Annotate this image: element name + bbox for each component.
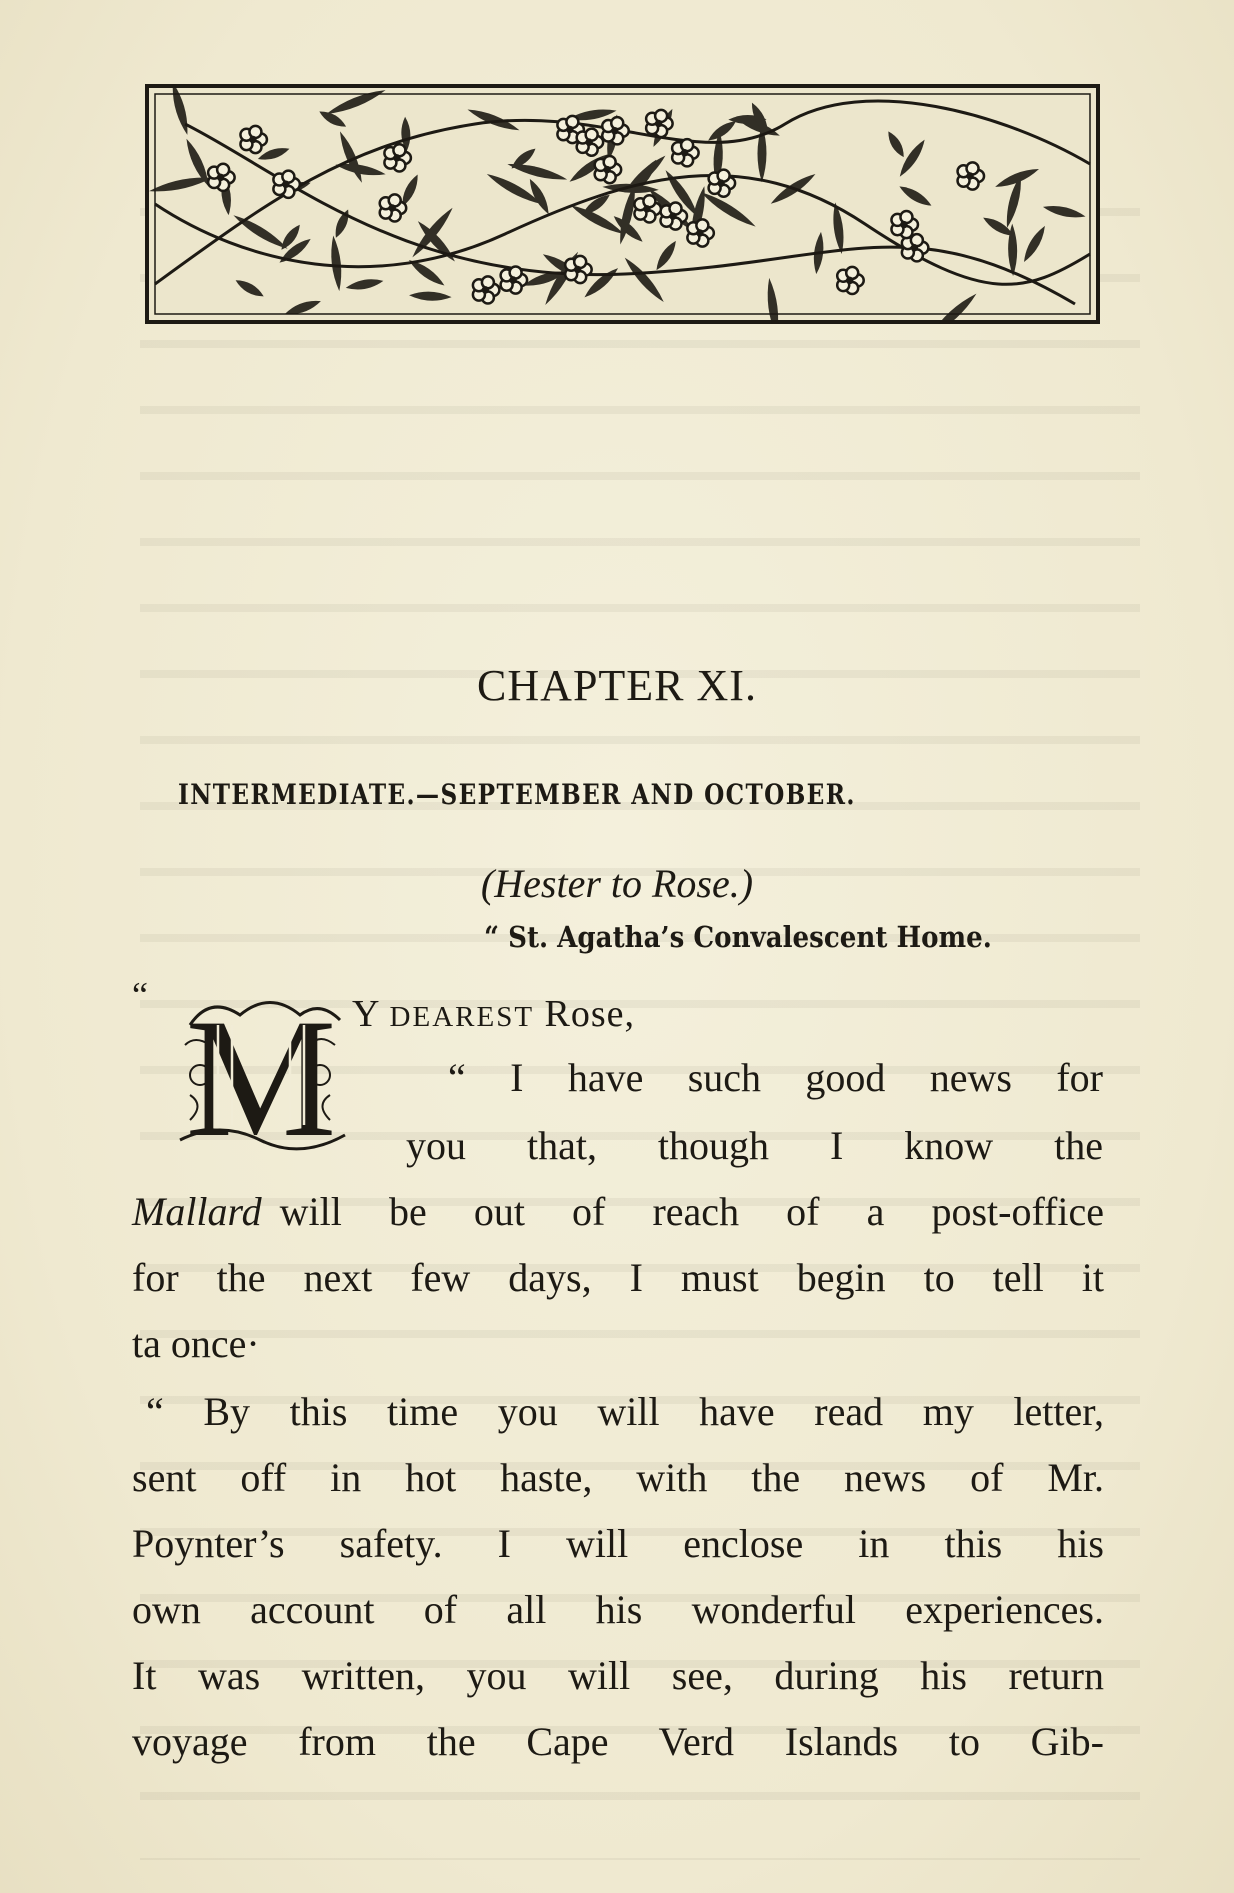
text-line-4: for the next few days, I must begin to tell it xyxy=(132,1255,1104,1300)
text-line-2: you that, though I know the xyxy=(406,1123,1103,1168)
text-line-7: sent off in hot haste, with the news of Mr. xyxy=(132,1455,1104,1500)
dropcap-letter: M xyxy=(185,985,337,1155)
salutation-name: Rose, xyxy=(544,993,636,1035)
floral-header-ornament xyxy=(145,84,1100,324)
text-line-10: It was written, you will see, during his return xyxy=(132,1653,1104,1698)
letter-address: “ St. Agatha’s Convalescent Home. xyxy=(484,920,992,954)
opening-quote-mark: “ xyxy=(132,975,148,1015)
ornamental-dropcap-m xyxy=(170,985,352,1155)
salutation-dearest: DEAREST xyxy=(389,1001,535,1033)
salutation xyxy=(352,992,635,1036)
text-line-3-rest: will be out of reach of a post-office xyxy=(279,1189,1104,1234)
text-line-11: voyage from the Cape Verd Islands to Gib- xyxy=(132,1719,1104,1764)
salutation-letter-y: Y xyxy=(352,993,380,1035)
text-line-9: own account of all his wonderful experiences. xyxy=(132,1587,1104,1632)
ship-name: Mallard xyxy=(132,1189,262,1234)
chapter-title: CHAPTER XI. xyxy=(477,661,757,710)
text-line-6: “ By this time you will have read my letter, xyxy=(146,1389,1104,1434)
text-line-1: “ I have such good news for xyxy=(448,1055,1103,1100)
text-line-5: ta once· xyxy=(132,1321,260,1366)
text-line-8: Poynter’s safety. I will enclose in this his xyxy=(132,1521,1104,1566)
chapter-subtitle: INTERMEDIATE.—SEPTEMBER AND OCTOBER. xyxy=(178,778,856,811)
text-line-3 xyxy=(132,1189,1104,1234)
letter-heading: (Hester to Rose.) xyxy=(480,861,754,906)
